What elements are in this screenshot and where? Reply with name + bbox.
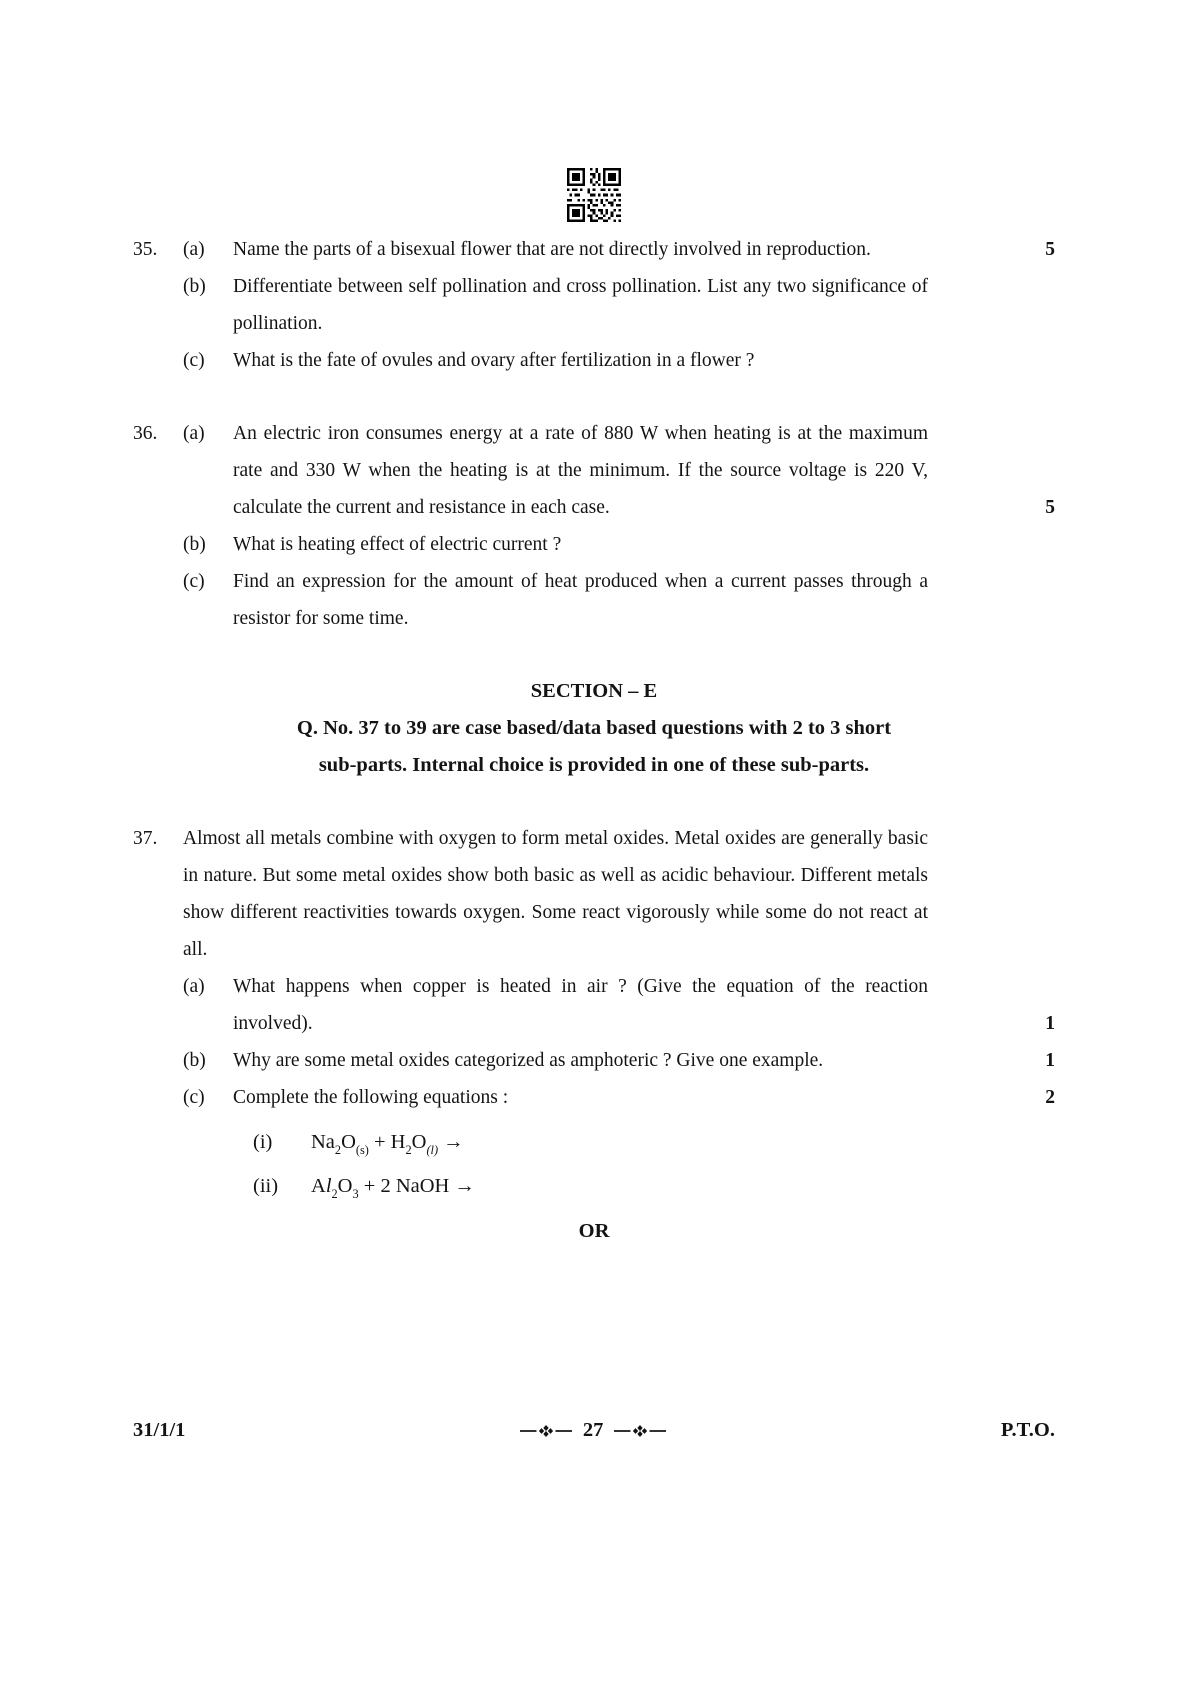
part-text: An electric iron consumes energy at a rate of 880 W when heating is at the maximum rate and 330 W when the heating is at the minimum. If the source voltage is 220 V, calculate the current and resistance in each case. [233,423,928,518]
qr-code-icon [133,168,1055,222]
question-36-part-a [133,415,1055,526]
page-number-block [520,1412,667,1449]
part-label: (b) [183,276,206,297]
page-footer [133,1412,1055,1449]
part-label: (b) [183,534,206,555]
marks-value: 1 [1045,1050,1055,1071]
question-36-part-c [133,563,1055,637]
part-label: (c) [183,350,205,371]
equation-i [253,1120,1055,1164]
question-number: 37. [133,828,158,849]
part-text: Complete the following equations : [233,1087,509,1108]
page-ornament-icon [520,1425,572,1437]
equation-ii [253,1164,1055,1208]
question-37-part-c [133,1079,1055,1116]
part-label: (c) [183,1087,205,1108]
marks-value: 1 [1045,1013,1055,1034]
part-text: Name the parts of a bisexual flower that are not directly involved in reproduction. [233,239,871,260]
pto-label: P.T.O. [1000,1419,1055,1441]
part-label: (c) [183,571,205,592]
equation-label: (i) [253,1131,273,1153]
question-37 [133,820,1055,1208]
part-label: (b) [183,1050,206,1071]
part-text: What happens when copper is heated in air ? (Give the equation of the reaction involved). [233,976,928,1034]
question-37-part-a [133,968,1055,1042]
marks-value: 5 [1045,239,1055,260]
part-label: (a) [183,423,205,444]
part-label: (a) [183,239,205,260]
equation-text: $Al_2O_3 + 2$ NaOH → [311,1175,475,1201]
page-content [133,168,1055,1250]
page-ornament-icon [614,1425,666,1437]
question-36 [133,415,1055,637]
or-divider: OR [578,1220,610,1242]
part-label: (a) [183,976,205,997]
part-text: Differentiate between self pollination and cross pollination. List any two significance of pollination. [233,276,928,334]
question-number: 35. [133,239,158,260]
part-text: Why are some metal oxides categorized as amphoteric ? Give one example. [233,1050,824,1071]
equation-label: (ii) [253,1175,279,1197]
question-37-part-b [133,1042,1055,1079]
section-e-note-line-2: sub-parts. Internal choice is provided in one of these sub-parts. [318,754,870,776]
section-e-note-line-1: Q. No. 37 to 39 are case based/data based questions with 2 to 3 short [296,717,892,739]
marks-value: 5 [1045,497,1055,518]
part-text: What is the fate of ovules and ovary after fertilization in a flower ? [233,350,755,371]
part-text: What is heating effect of electric current ? [233,534,562,555]
question-number: 36. [133,423,158,444]
equation-text: $Na_2O_{(s)} + H_2O_{(l)}$ → [311,1131,464,1157]
question-35-part-b [133,268,1055,342]
question-36-part-b [133,526,1055,563]
paper-code: 31/1/1 [133,1419,186,1441]
page-number: 27 [582,1419,604,1441]
question-intro-text: Almost all metals combine with oxygen to form metal oxides. Metal oxides are generally basic in nature. But some metal oxides show both basic as well as acidic behaviour. Different metals show different reactivities towards oxygen. Some react vigorously while some do not react at all. [183,828,928,960]
part-text: Find an expression for the amount of heat produced when a current passes through a resistor for some time. [233,571,928,629]
question-35-part-c [133,342,1055,379]
question-35 [133,231,1055,379]
section-e-heading: SECTION – E [530,680,658,702]
marks-value: 2 [1045,1087,1055,1108]
question-37-intro [133,820,1055,968]
question-35-part-a [133,231,1055,268]
